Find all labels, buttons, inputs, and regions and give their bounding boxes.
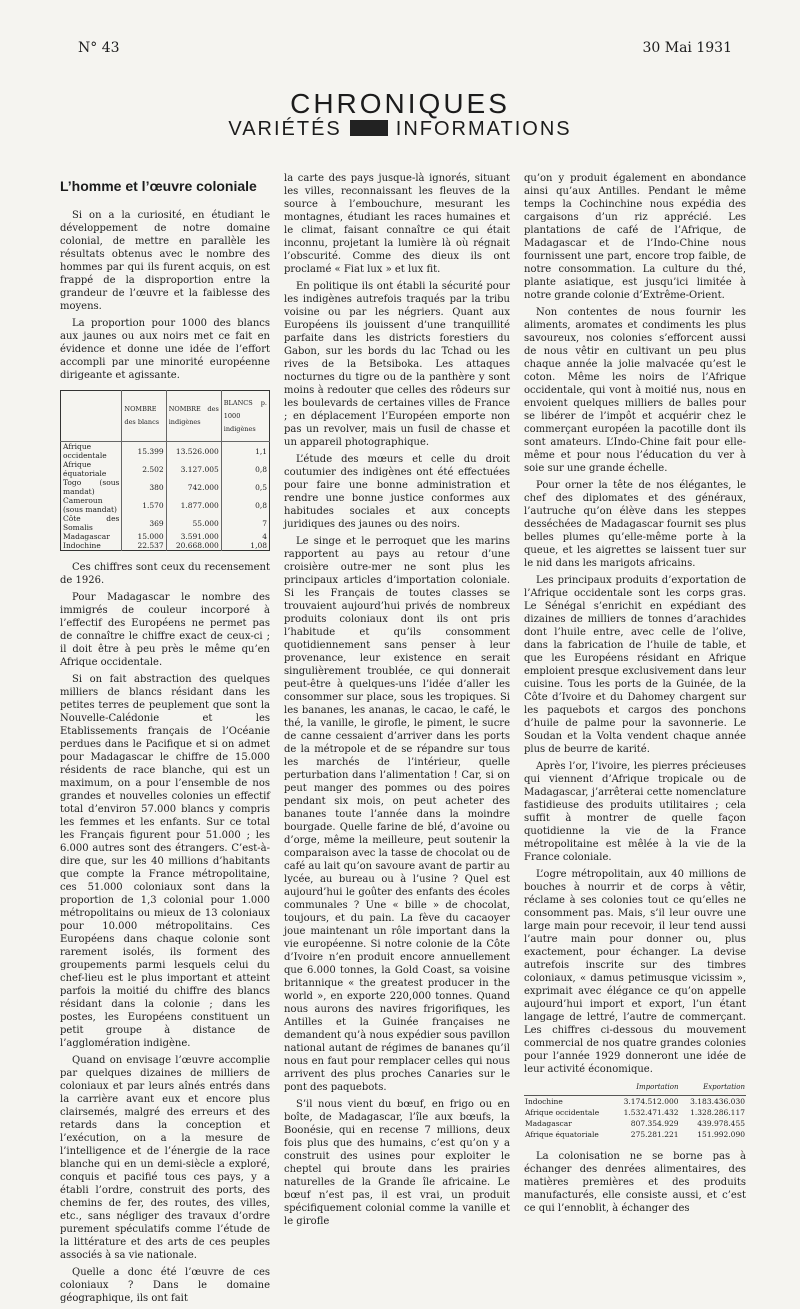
table-row xyxy=(61,478,270,496)
table-row xyxy=(524,1129,746,1140)
table-cell: 1,1 xyxy=(221,442,269,461)
table-cell: 3.127.005 xyxy=(166,460,221,478)
table-cell: 1.328.286.117 xyxy=(690,1108,745,1117)
paragraph: La colonisation ne se borne pas à échanger des denrées alimentaires, des matières premières et des produits manufacturés, elle consiste aussi, et c’est ce qui l’ennoblit, à échanger des xyxy=(524,1151,746,1214)
population-table xyxy=(60,390,270,551)
table-row xyxy=(61,460,270,478)
trade-table xyxy=(524,1080,746,1140)
table-header: NOMBRE des blancs xyxy=(122,391,166,442)
paragraph: Pour Madagascar le nombre des immigrés de couleur incorporé à l’effectif des Européens ne permet pas de connaître le chiffre exact de ceux-ci ; il doit être à peu près le même qu’en Afrique occidentale. xyxy=(60,592,270,668)
table-cell: 3.591.000 xyxy=(166,532,221,541)
paragraph: la carte des pays jusque-là ignorés, situant les villes, reconnaissant les fleuves de la source à l’embouchure, mesurant les montagnes, étudiant les races humaines et le climat, faisant connaître ce qui était inconnu, projetant la lumière là où régnait l’obscurité. Comme des dieux ils ont proclamé « Fiat lux » et lux fit. xyxy=(284,173,510,275)
table-row xyxy=(61,514,270,532)
paragraph: Le singe et le perroquet que les marins rapportent au pays au retour d’une croisière outre-mer ne sont plus les principaux articles d’importation coloniale. Si les Français de toutes classes se trouvaient aujourd’hui privés de nombreux produits coloniaux dont ils ont pris l’habitude et qu’ils consomment quotidiennement sans penser à leur provenance, leur existence en serait singulièrement troublée, ce qui donnerait peut-être à quelques-uns l’idée d’aller les consommer sur place, sous les tropiques. Si les bananes, les ananas, le cacao, le café, le thé, la vanille, le girofle, le piment, le sucre de canne cessaient d’arriver dans les ports de la métropole et de se répandre sur tous les marchés de l’intérieur, quelle perturbation dans l’alimentation ! Car, si on peut manger des pommes ou des poires pendant six mois, on peut acheter des bananes toute l’année dans la moindre bourgade. Quelle farine de blé, d’avoine ou d’orge, même la meilleure, peut soutenir la comparaison avec la tasse de chocolat ou de café au lait qu’on savoure avant de partir au lycée, au bureau ou à l’usine ? Quel est aujourd’hui le goûter des enfants des écoles communales ? Une « bille » de chocolat, toujours, et du pain. La fève du cacaoyer joue maintenant un rôle important dans la vie européenne. Si notre colonie de la Côte d’Ivoire n’en produit encore annuellement que 6.000 tonnes, la Gold Coast, sa voisine britannique « the greatest producer in the world », en exporte 220,000 tonnes. Quand nous aurons des navires frigorifiques, les Antilles et la Guinée françaises ne demandent qu’à nous expédier sous pavillon national autant de régimes de bananes qu’il nous en faut pour remplacer celles qui nous arrivent des plus proches Canaries sur le pont des paquebots. xyxy=(284,536,510,1093)
table-cell: 7 xyxy=(221,514,269,532)
table-cell: Indochine xyxy=(63,541,101,550)
table-cell: Afrique occidentale xyxy=(525,1108,600,1117)
table-cell: Afrique équatoriale xyxy=(525,1130,599,1139)
table-header xyxy=(61,391,122,442)
table-cell: 439.978.455 xyxy=(697,1119,745,1128)
table-row xyxy=(524,1107,746,1118)
subtitle-left: VARIÉTÉS xyxy=(228,118,342,140)
issue-date: 30 Mai 1931 xyxy=(642,40,732,56)
paragraph: L’étude des mœurs et celle du droit coutumier des indigènes ont été effectuées pour faire une bonne administration et rendre une bonne justice conformes aux habitudes sociales et aux concepts juridiques des jaunes ou des noirs. xyxy=(284,454,510,530)
table-cell: Afrique occidentale xyxy=(63,442,107,460)
table-row xyxy=(524,1118,746,1129)
column-1 xyxy=(60,180,270,1309)
paragraph: Pour orner la tête de nos élégantes, le chef des diplomates et des généraux, l’autruche qu’on élève dans les steppes desséchées de Madagascar fournit ses plus belles plumes qu’elle-même porte à la queue, et les aigrettes se laissent tuer sur le nid dans les marigots africains. xyxy=(524,480,746,569)
table-header xyxy=(524,1080,613,1096)
table-header: BLANCS p. 1000 indigènes xyxy=(221,391,269,442)
column-3 xyxy=(524,172,746,1219)
table-header: NOMBRE des indigènes xyxy=(166,391,221,442)
table-row xyxy=(524,1096,746,1108)
table-cell: 1.877.000 xyxy=(166,496,221,514)
table-cell: 13.526.000 xyxy=(166,442,221,461)
table-cell: 20.668.000 xyxy=(166,541,221,551)
paragraph: Les principaux produits d’exportation de l’Afrique occidentale sont les corps gras. Le Sénégal s’enrichit en expédiant des dizaines de milliers de tonnes d’arachides dont l’huile entre, avec celle de l’olive, dans la fabrication de l’huile de table, et que les Européens résidant en Afrique emploient presque exclusivement dans leur cuisine. Tous les ports de la Guinée, de la Côte d’Ivoire et du Dahomey chargent sur les paquebots et cargos des ponchons d’huile de palme pour la savonnerie. Le Soudan et la Volta vendent chaque année plus de beurre de karité. xyxy=(524,575,746,755)
table-cell: 2.502 xyxy=(122,460,166,478)
table-row xyxy=(61,496,270,514)
table-cell: 151.992.090 xyxy=(697,1130,745,1139)
paragraph: qu’on y produit également en abondance ainsi qu’aux Antilles. Pendant le même temps la Cochinchine nous expédia des cargaisons d’un riz apprécié. Les plantations de café de l’Afrique, de Madagascar et de l’Indo-Chine nous fournissent une part, encore trop faible, de notre consommation. La culture du thé, plante asiatique, est jusqu’ici limitée à notre grande colonie d’Extrême-Orient. xyxy=(524,173,746,301)
table-cell: 4 xyxy=(221,532,269,541)
table-cell: Cameroun (sous mandat) xyxy=(63,496,117,514)
paragraph: Ces chiffres sont ceux du recensement de 1926. xyxy=(60,562,270,586)
paragraph: Quelle a donc été l’œuvre de ces coloniaux ? Dans le domaine géographique, ils ont fait xyxy=(60,1267,270,1304)
table-cell: 1,08 xyxy=(221,541,269,551)
paragraph: Quand on envisage l’œuvre accomplie par quelques dizaines de milliers de coloniaux et par leurs aînés entrés dans la carrière avant eux et encore plus clairsemés, malgré des erreurs et des retards dans la conception et l’exécution, on a la mesure de l’intelligence et de l’énergie de la race blanche qui en un demi-siècle a exploré, conquis et pacifié tous ces pays, y a établi l’ordre, construit des ports, des chemins de fer, des routes, des villes, etc., sans négliger des travaux d’ordre purement spéculatifs comme l’étude de la littérature et des arts de ces peuples associés à sa vie nationale. xyxy=(60,1055,270,1261)
table-cell: 1.532.471.432 xyxy=(623,1108,679,1117)
subtitle-right: INFORMATIONS xyxy=(395,118,572,140)
table-cell: Madagascar xyxy=(525,1119,572,1128)
table-cell: 275.281.221 xyxy=(630,1130,679,1139)
table-header: Importation xyxy=(613,1080,679,1096)
table-cell: Côte des Somalis xyxy=(63,514,120,532)
paragraph: En politique ils ont établi la sécurité pour les indigènes autrefois traqués par la tribu voisine ou par les négriers. Quant aux Européens ils jouissent d’une tranquillité parfaite dans les districts forestiers du Gabon, sur les bords du lac Tchad ou les rives de la Betsiboka. Les attaques nocturnes du tigre ou de la panthère y sont moins à redouter que celles des rôdeurs sur les boulevards de certaines villes de France ; en déplacement l’Européen emporte non pas un revolver, mais un fusil de chasse et un appareil photographique. xyxy=(284,281,510,448)
table-cell: 3.183.436.030 xyxy=(690,1097,745,1106)
paragraph: Si on fait abstraction des quelques milliers de blancs résidant dans les petites terres de peuplement que sont la Nouvelle-Calédonie et les Etablissements français de l’Océanie perdues dans le Pacifique et si on admet pour Madagascar le chiffre de 15.000 résidents de race blanche, qui est un maximum, on a pour l’ensemble de nos grandes et nouvelles colonies un effectif total d’environ 57.000 blancs y compris les femmes et les enfants. Sur ce total les Français figurent pour 51.000 ; les 6.000 autres sont des étrangers. C’est-à-dire que, sur les 40 millions d’habitants que compte la France métropolitaine, ces 51.000 coloniaux sont dans la proportion de 1,3 colonial pour 1.000 métropolitains ou mieux de 13 coloniaux pour 10.000 métropolitains. Ces Européens dans chaque colonie sont rarement isolés, ils forment des groupements parmi lesquels celui du chef-lieu est le plus important et atteint parfois la moitié du chiffre des blancs résidant dans la colonie ; dans les postes, les Européens constituent un petit groupe à distance de l’agglomération indigène. xyxy=(60,674,270,1049)
paragraph: Après l’or, l’ivoire, les pierres précieuses qui viennent d’Afrique tropicale ou de Madagascar, j’arrêterai cette nomenclature fastidieuse des produits utilitaires ; cela suffit à montrer de quelle façon quotidienne la vie de la France métropolitaine est mêlée à la vie de la France coloniale. xyxy=(524,761,746,863)
table-row xyxy=(61,541,270,551)
table-cell: Madagascar xyxy=(63,532,110,541)
table-cell: Indochine xyxy=(525,1097,563,1106)
table-cell: 807.354.929 xyxy=(630,1119,679,1128)
table-cell: 0,8 xyxy=(221,460,269,478)
table-cell: 0,8 xyxy=(221,496,269,514)
table-row xyxy=(61,532,270,541)
table-cell: 0,5 xyxy=(221,478,269,496)
table-cell: 22.537 xyxy=(122,541,166,551)
section-title: CHRONIQUES xyxy=(290,88,510,119)
table-cell: 742.000 xyxy=(166,478,221,496)
table-row xyxy=(61,442,270,461)
paragraph: Non contentes de nous fournir les aliments, aromates et condiments les plus savoureux, nos colonies s’efforcent aussi de nous vêtir en cultivant un peu plus chaque année la jolie malvacée qu’est le coton. Même les noirs de l’Afrique occidentale, qui vont à moitié nus, nous en envoient quelques milliers de balles pour se libérer de l’impôt et acquérir chez le commerçant européen la pacotille dont ils sont amateurs. L’Indo-Chine fait pour elle-même et pour nous l’éducation du ver à soie sur une grande échelle. xyxy=(524,307,746,474)
table-cell: 1.570 xyxy=(122,496,166,514)
issue-number: N° 43 xyxy=(78,40,120,56)
population-table-body xyxy=(61,442,270,551)
column-2 xyxy=(284,172,510,1232)
table-cell: 15.399 xyxy=(122,442,166,461)
table-header: Exportation xyxy=(680,1080,746,1096)
ornament-icon xyxy=(350,120,388,136)
table-cell: Afrique équatoriale xyxy=(63,460,107,478)
trade-table-body xyxy=(524,1096,746,1141)
table-cell: 15.000 xyxy=(122,532,166,541)
paragraph: Si on a la curiosité, en étudiant le développement de notre domaine colonial, de mettre en parallèle les résultats obtenus avec le nombre des hommes par qui ils furent acquis, on est frappé de la disproportion entre la grandeur de l’œuvre et la faiblesse des moyens. xyxy=(60,210,270,312)
table-cell: 55.000 xyxy=(166,514,221,532)
paragraph: La proportion pour 1000 des blancs aux jaunes ou aux noirs met ce fait en évidence et donne une idée de l’effort accompli par une minorité européenne dirigeante et agissante. xyxy=(60,318,270,381)
paragraph: L’ogre métropolitain, aux 40 millions de bouches à nourrir et de corps à vêtir, réclame à ses colonies tout ce qu’elles ne consomment pas. Mais, s’il leur ouvre une large main pour recevoir, il leur tend aussi l’autre main pour donner ou, plus exactement, pour échanger. La devise autrefois inscrite sur des timbres coloniaux, « damus petimusque vicissim », exprimait avec élégance ce qu’on appelle aujourd’hui import et export, l’un étant langage de lettré, l’autre de commerçant. Les chiffres ci-dessous du mouvement commercial de nos quatre grandes colonies pour l’année 1929 donneront une idée de leur activité économique. xyxy=(524,869,746,1075)
table-cell: Togo (sous mandat) xyxy=(63,478,120,496)
paragraph: S’il nous vient du bœuf, en frigo ou en boîte, de Madagascar, l’île aux bœufs, la Boonésie, qui en recense 7 millions, deux fois plus que des humains, c’est qu’on y a construit des usines pour exploiter le cheptel qui broute dans les prairies naturelles de la Grande île africaine. Le bœuf n’est pas, il est vrai, un produit spécifiquement colonial comme la vanille et le girofle xyxy=(284,1099,510,1227)
article-title: L’homme et l’œuvre coloniale xyxy=(60,178,257,194)
section-subtitle xyxy=(0,118,800,141)
table-cell: 380 xyxy=(122,478,166,496)
table-cell: 3.174.512.000 xyxy=(623,1097,679,1106)
table-cell: 369 xyxy=(122,514,166,532)
